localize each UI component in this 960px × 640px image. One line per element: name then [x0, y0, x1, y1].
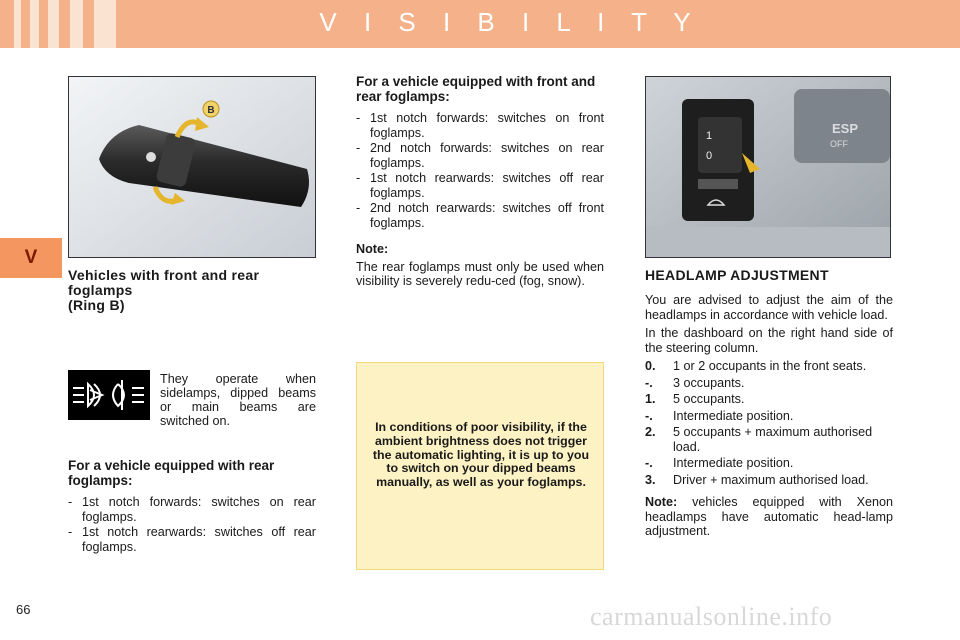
switch-slot — [698, 179, 738, 189]
lighting-stalk-photo — [68, 76, 316, 258]
foglamp-operation-text: They operate when sidelamps, dipped beams or main beams are switched on. — [160, 372, 316, 428]
xenon-note — [645, 495, 893, 539]
note-label: Note: — [356, 242, 389, 256]
position-key: 0. — [645, 359, 656, 373]
warning-note-text: In conditions of poor visibility, if the ambient brightness does not trigger the automatic lighting, it is up to you to switch on your dipped beams manually, as well as your foglamps. — [372, 420, 590, 490]
header-stripe — [30, 0, 39, 48]
heading-line: (Ring B) — [68, 297, 125, 313]
position-key: -. — [645, 456, 653, 470]
list-item: - 1st notch rearwards: switches off rear foglamps. — [356, 171, 604, 200]
front-rear-foglamps-section — [356, 74, 604, 289]
ring-label: B — [207, 105, 215, 116]
front-rear-list — [356, 111, 604, 230]
header-stripe — [14, 0, 21, 48]
headlamp-adjust-photo — [645, 76, 891, 258]
note-text: The rear foglamps must only be used when visibility is severely redu-ced (fog, snow). — [356, 259, 604, 288]
header-stripe — [94, 0, 116, 48]
page-title: V I S I B I L I T Y — [319, 7, 701, 37]
headlamp-para-2: In the dashboard on the right hand side of the steering column. — [645, 326, 893, 355]
headlamp-adjustment-heading: HEADLAMP ADJUSTMENT — [645, 267, 829, 283]
position-value: Intermediate position. — [673, 456, 794, 470]
header-stripe — [48, 0, 59, 48]
position-value: 1 or 2 occupants in the front seats. — [673, 359, 867, 373]
watermark: carmanualsonline.info — [590, 602, 833, 631]
stalk-dot — [146, 152, 156, 162]
position-row — [645, 473, 893, 488]
position-value: 3 occupants. — [673, 375, 745, 390]
esp-sub-label: OFF — [830, 139, 848, 149]
position-list — [645, 359, 893, 487]
lighting-stalk-illustration — [69, 77, 315, 257]
list-item: - 2nd notch forwards: switches on rear foglamps. — [356, 141, 604, 170]
front-rear-subhead: For a vehicle equipped with front and rear foglamps: — [356, 74, 596, 104]
heading-line: foglamps — [68, 282, 133, 298]
warning-note-box — [356, 362, 604, 570]
position-key: -. — [645, 408, 653, 423]
heading-line: Vehicles with front and rear — [68, 267, 260, 283]
chapter-tab-label: V — [24, 247, 38, 268]
foglamp-icon-box — [68, 370, 150, 420]
list-item: - 1st notch forwards: switches on front foglamps. — [356, 111, 604, 140]
position-value: Driver + maximum authorised load. — [673, 472, 869, 487]
xenon-note-text: vehicles equipped with Xenon headlamps have automatic head-lamp adjustment. — [645, 495, 893, 538]
foglamps-heading — [68, 268, 318, 313]
list-item: - 1st notch forwards: switches on rear foglamps. — [68, 495, 316, 524]
page-number: 66 — [16, 602, 31, 617]
rear-foglamps-list — [68, 495, 316, 554]
position-row — [645, 392, 893, 407]
position-row — [645, 425, 893, 454]
position-key: -. — [645, 375, 653, 390]
switch-digit-top: 1 — [706, 130, 713, 142]
header-band — [0, 0, 960, 48]
position-key: 2. — [645, 425, 656, 439]
headlamp-para-1: You are advised to adjust the aim of the headlamps in accordance with vehicle load. — [645, 293, 893, 322]
list-item: - 2nd notch rearwards: switches off front foglamps. — [356, 201, 604, 230]
esp-label: ESP — [832, 121, 859, 136]
position-row — [645, 359, 893, 374]
headlamp-adjustment-section — [645, 268, 893, 539]
position-value: Intermediate position. — [673, 408, 794, 423]
header-stripe — [70, 0, 83, 48]
position-key: 3. — [645, 472, 656, 487]
xenon-note-label: Note: — [645, 495, 678, 509]
position-value: 5 occupants. — [673, 392, 745, 406]
rear-foglamps-subhead: For a vehicle equipped with rear foglamps: — [68, 458, 275, 488]
rear-foglamps-section — [68, 458, 316, 555]
foglamp-icon — [68, 370, 150, 420]
position-row — [645, 456, 893, 471]
chapter-tab[interactable] — [0, 238, 62, 278]
headlamp-adjust-illustration — [646, 77, 890, 257]
switch-digit-bottom: 0 — [706, 150, 713, 162]
adjust-thumbwheel — [698, 117, 742, 173]
list-item: - 1st notch rearwards: switches off rear foglamps. — [68, 525, 316, 554]
position-row — [645, 376, 893, 391]
position-key: 1. — [645, 392, 656, 406]
position-row — [645, 409, 893, 424]
position-value: 5 occupants + maximum authorised load. — [673, 425, 873, 454]
